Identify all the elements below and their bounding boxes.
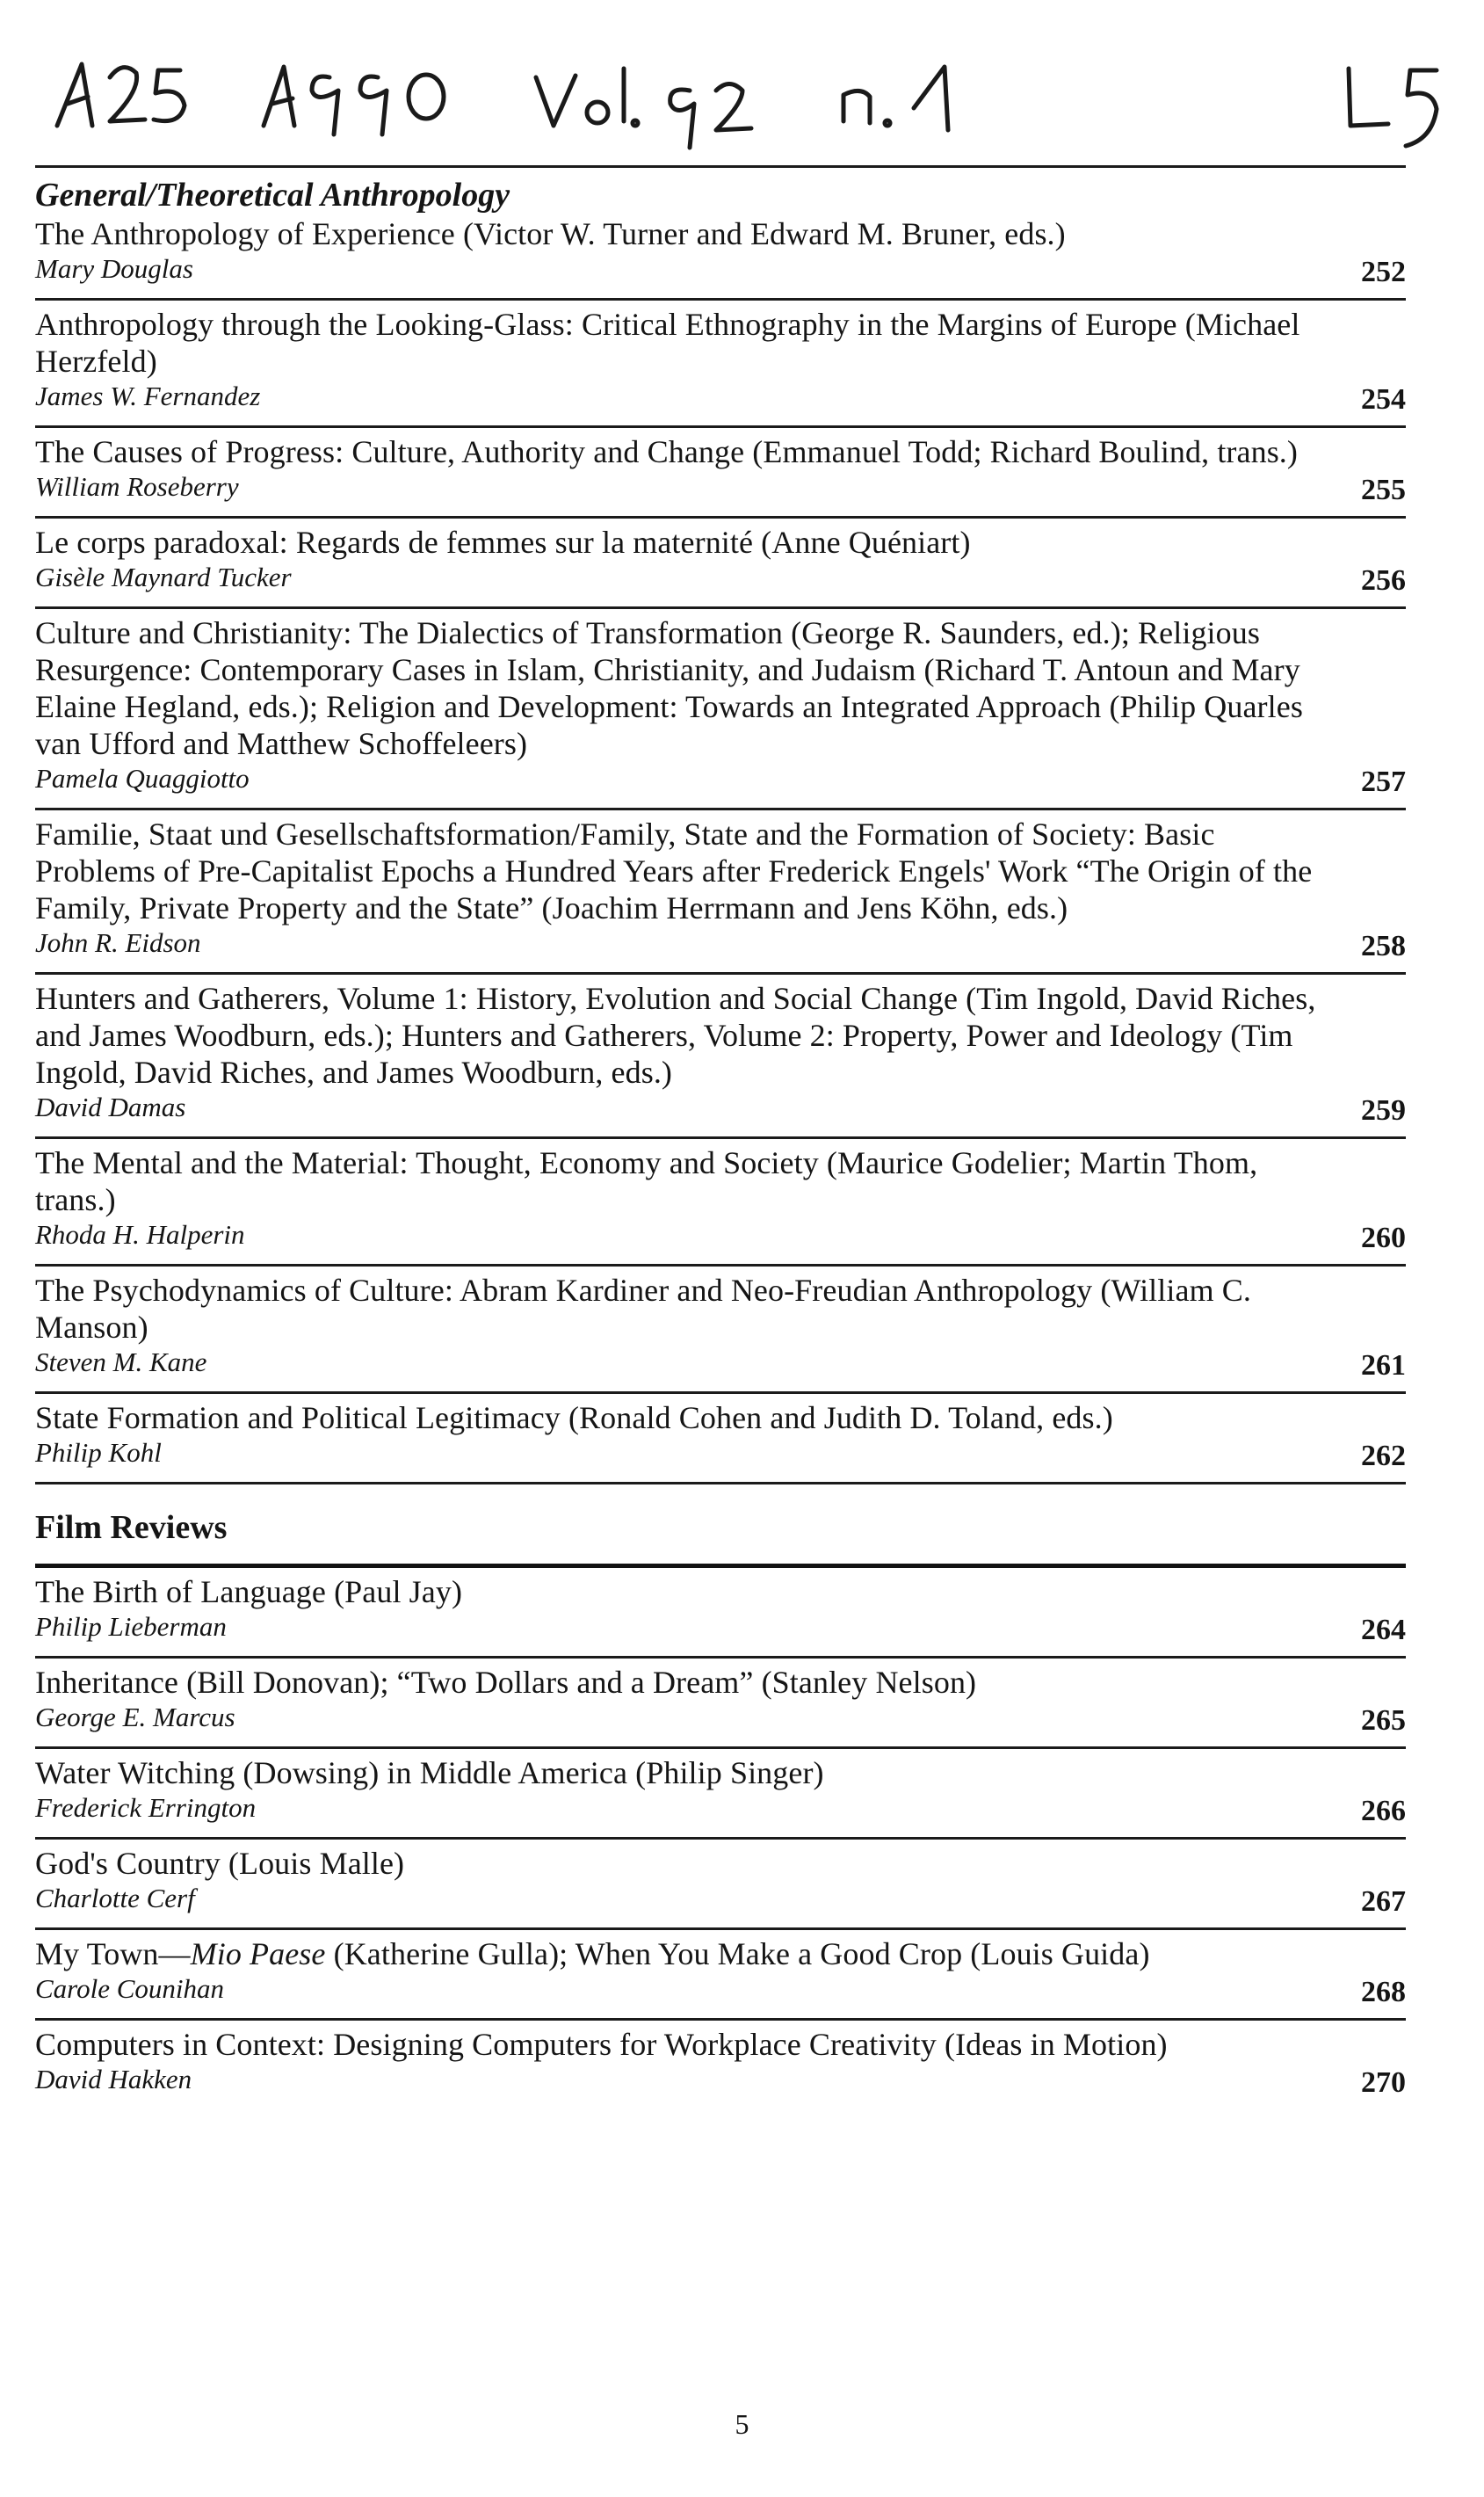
entry-title-part: (Katherine Gulla); When You Make a Good Crop (Louis Guida) bbox=[325, 1936, 1150, 1971]
entry-title: The Birth of Language (Paul Jay) bbox=[35, 1574, 463, 1609]
toc-entry bbox=[35, 215, 1406, 301]
entry-title-italic-part: Mio Paese bbox=[190, 1936, 326, 1971]
toc-entry bbox=[35, 519, 1406, 609]
entry-page-number: 257 bbox=[1361, 766, 1406, 798]
entry-reviewer: Gisèle Maynard Tucker bbox=[35, 562, 292, 592]
toc-entry bbox=[35, 609, 1406, 810]
toc-entry bbox=[35, 1749, 1406, 1840]
toc-entry bbox=[35, 1840, 1406, 1930]
entry-page-number: 258 bbox=[1361, 930, 1406, 962]
entry-page-number: 254 bbox=[1361, 383, 1406, 416]
entry-title: Hunters and Gatherers, Volume 1: History, Evolution and Social Change (Tim Ingold, David Riches, and James Woodburn, eds.); Hunters and Gatherers, Volume 2: Property, Power and Ideology (Tim Ingold, David Riches, and James Woodburn, eds.) bbox=[35, 981, 1316, 1090]
entry-title: The Anthropology of Experience (Victor W. Turner and Edward M. Bruner, eds.) bbox=[35, 216, 1066, 251]
entry-reviewer: Mary Douglas bbox=[35, 253, 193, 284]
entry-reviewer: David Hakken bbox=[35, 2064, 192, 2094]
entry-title: Anthropology through the Looking-Glass: Critical Ethnography in the Margins of Europe (Michael Herzfeld) bbox=[35, 307, 1300, 379]
entry-title: The Causes of Progress: Culture, Authority and Change (Emmanuel Todd; Richard Boulind, trans.) bbox=[35, 434, 1298, 469]
toc-entry bbox=[35, 301, 1406, 428]
entry-reviewer: Steven M. Kane bbox=[35, 1346, 207, 1377]
entry-reviewer: James W. Fernandez bbox=[35, 381, 261, 411]
entry-title: The Mental and the Material: Thought, Economy and Society (Maurice Godelier; Martin Thom, trans.) bbox=[35, 1145, 1258, 1217]
toc-entry bbox=[35, 2021, 1406, 2109]
entry-page-number: 266 bbox=[1361, 1795, 1406, 1827]
toc-entry bbox=[35, 1930, 1406, 2021]
entry-reviewer: Philip Lieberman bbox=[35, 1611, 227, 1642]
toc-entry bbox=[35, 428, 1406, 519]
entry-title: Culture and Christianity: The Dialectics of Transformation (George R. Saunders, ed.); Religious Resurgence: Contemporary Cases in Islam, Christianity, and Judaism (Richard T. Antoun and Mary Elaine Hegland, eds.); Religion and Development: Towards an Integrated Approach (Philip Quarles van Ufford and Matthew Schoffeleers) bbox=[35, 615, 1303, 761]
entry-page-number: 270 bbox=[1361, 2066, 1406, 2099]
entry-title: Le corps paradoxal: Regards de femmes sur la maternité (Anne Quéniart) bbox=[35, 525, 971, 560]
entry-reviewer: Carole Counihan bbox=[35, 1973, 225, 2004]
entry-page-number: 255 bbox=[1361, 474, 1406, 506]
page-number: 5 bbox=[735, 2408, 749, 2440]
entry-page-number: 268 bbox=[1361, 1976, 1406, 2008]
entry-reviewer: George E. Marcus bbox=[35, 1702, 235, 1732]
entry-page-number: 262 bbox=[1361, 1440, 1406, 1472]
entry-title: State Formation and Political Legitimacy (Ronald Cohen and Judith D. Toland, eds.) bbox=[35, 1400, 1113, 1435]
entry-page-number: 259 bbox=[1361, 1094, 1406, 1127]
entry-title: God's Country (Louis Malle) bbox=[35, 1846, 405, 1881]
entry-reviewer: Charlotte Cerf bbox=[35, 1883, 195, 1913]
entry-page-number: 256 bbox=[1361, 564, 1406, 597]
handwritten-call-number bbox=[48, 42, 1454, 174]
toc-entry bbox=[35, 1267, 1406, 1394]
table-of-contents bbox=[35, 165, 1406, 2109]
section-heading: Film Reviews bbox=[35, 1509, 228, 1546]
toc-entry bbox=[35, 810, 1406, 975]
entry-reviewer: David Damas bbox=[35, 1092, 186, 1122]
section-film-reviews bbox=[35, 1484, 1406, 2109]
entry-page-number: 261 bbox=[1361, 1349, 1406, 1382]
toc-entry bbox=[35, 1139, 1406, 1267]
handwritten-note-drawing bbox=[48, 42, 1454, 174]
entry-title: Inheritance (Bill Donovan); “Two Dollars and a Dream” (Stanley Nelson) bbox=[35, 1665, 977, 1700]
entry-title: Water Witching (Dowsing) in Middle America (Philip Singer) bbox=[35, 1755, 824, 1790]
entry-reviewer: William Roseberry bbox=[35, 471, 239, 502]
toc-entry bbox=[35, 1659, 1406, 1749]
entry-reviewer: Pamela Quaggiotto bbox=[35, 763, 250, 794]
section-heading: General/Theoretical Anthropology bbox=[35, 177, 510, 214]
entry-title-part: My Town— bbox=[35, 1936, 191, 1971]
entry-page-number: 252 bbox=[1361, 256, 1406, 288]
entry-page-number: 260 bbox=[1361, 1222, 1406, 1254]
entry-title: The Psychodynamics of Culture: Abram Kardiner and Neo-Freudian Anthropology (William C. Manson) bbox=[35, 1273, 1251, 1345]
entry-reviewer: Frederick Errington bbox=[35, 1792, 257, 1823]
entry-page-number: 267 bbox=[1361, 1885, 1406, 1918]
toc-entry bbox=[35, 975, 1406, 1139]
entry-page-number: 265 bbox=[1361, 1704, 1406, 1737]
entry-reviewer: John R. Eidson bbox=[35, 927, 201, 958]
entry-reviewer: Philip Kohl bbox=[35, 1437, 162, 1468]
section-general-theoretical-anthropology bbox=[35, 165, 1406, 1484]
toc-entry bbox=[35, 1394, 1406, 1484]
entry-title: Familie, Staat und Gesellschaftsformation/Family, State and the Formation of Society: Basic Problems of Pre-Capitalist Epochs a Hundred Years after Frederick Engels' Work “The Origin of the Family, Private Property and the State” (Joachim Herrmann and Jens Köhn, eds.) bbox=[35, 817, 1313, 925]
entry-reviewer: Rhoda H. Halperin bbox=[35, 1219, 245, 1250]
entry-page-number: 264 bbox=[1361, 1614, 1406, 1646]
entry-title bbox=[35, 1935, 1336, 1972]
entry-title: Computers in Context: Designing Computers for Workplace Creativity (Ideas in Motion) bbox=[35, 2027, 1168, 2062]
toc-entry bbox=[35, 1568, 1406, 1659]
